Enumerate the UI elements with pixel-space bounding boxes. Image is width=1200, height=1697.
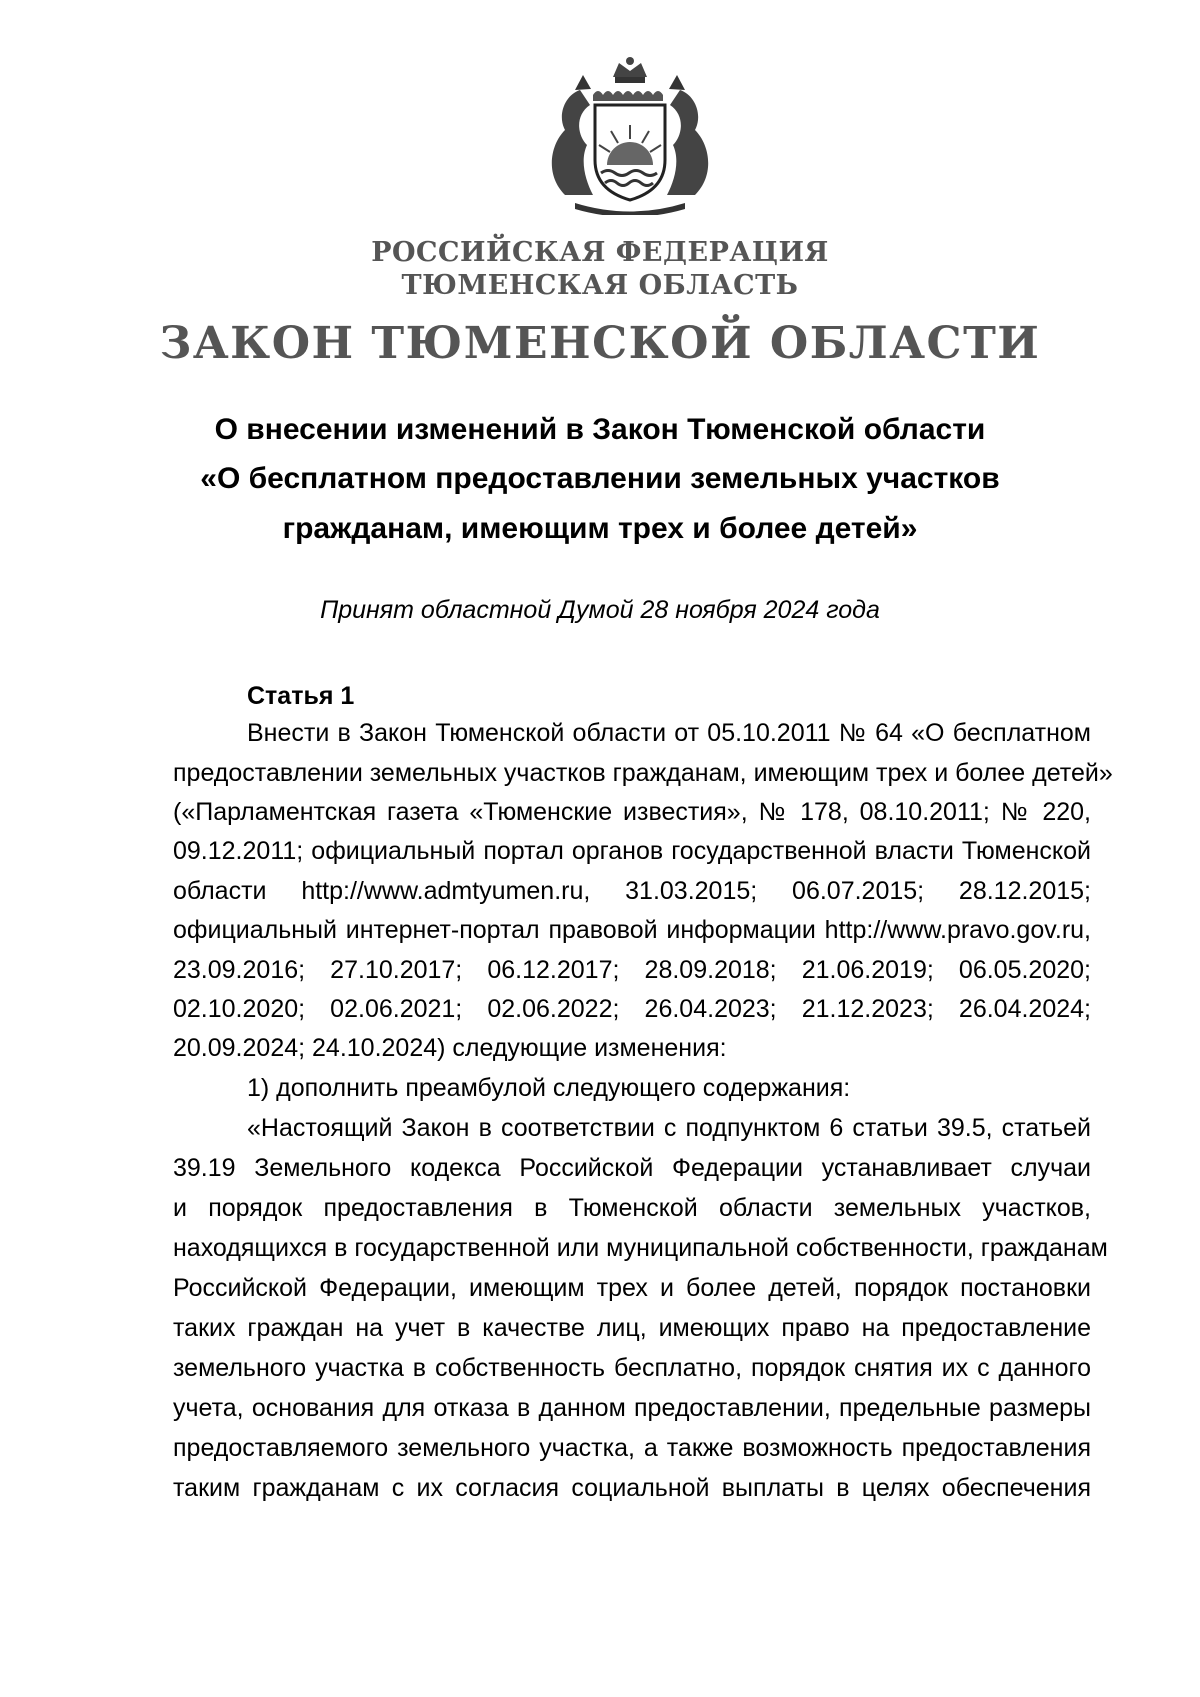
article-text-line: области http://www.admtyumen.ru, 31.03.2015; 06.07.2015; 28.12.2015; bbox=[173, 877, 1091, 905]
article-text-line: 02.10.2020; 02.06.2021; 02.06.2022; 26.04.2023; 21.12.2023; 26.04.2024; bbox=[173, 995, 1091, 1023]
header-country: РОССИЙСКАЯ ФЕДЕРАЦИЯ bbox=[371, 237, 829, 268]
article-text-line: 09.12.2011; официальный портал органов государственной власти Тюменской bbox=[173, 837, 1091, 865]
document-type-heading: ЗАКОН ТЮМЕНСКОЙ ОБЛАСТИ bbox=[159, 318, 1041, 369]
article-text-line: предоставляемого земельного участка, а также возможность предоставления bbox=[173, 1434, 1091, 1462]
article-text-line: таким гражданам с их согласия социальной выплаты в целях обеспечения bbox=[173, 1474, 1091, 1502]
article-text-line: «Настоящий Закон в соответствии с подпунктом 6 статьи 39.5, статьей bbox=[247, 1114, 1091, 1142]
law-title-line: гражданам, имеющим трех и более детей» bbox=[282, 512, 918, 545]
adoption-note: Принят областной Думой 28 ноября 2024 года bbox=[320, 596, 880, 624]
article-text-line: находящихся в государственной или муниципальной собственности, гражданам bbox=[173, 1234, 1108, 1262]
article-text-line: и порядок предоставления в Тюменской области земельных участков, bbox=[173, 1194, 1091, 1222]
article-text-line: («Парламентская газета «Тюменские известия», № 178, 08.10.2011; № 220, bbox=[173, 798, 1091, 826]
article-heading: Статья 1 bbox=[247, 682, 355, 710]
law-title-line: О внесении изменений в Закон Тюменской области bbox=[214, 413, 986, 446]
article-text-line: земельного участка в собственность бесплатно, порядок снятия их с данного bbox=[173, 1354, 1091, 1382]
coat-of-arms-icon bbox=[535, 55, 725, 215]
article-text-line: учета, основания для отказа в данном предоставлении, предельные размеры bbox=[173, 1394, 1091, 1422]
article-text-line: 20.09.2024; 24.10.2024) следующие изменения: bbox=[173, 1034, 727, 1062]
article-text-line: 39.19 Земельного кодекса Российской Федерации устанавливает случаи bbox=[173, 1154, 1091, 1182]
article-text-line: 23.09.2016; 27.10.2017; 06.12.2017; 28.09.2018; 21.06.2019; 06.05.2020; bbox=[173, 956, 1091, 984]
article-text-line: официальный интернет-портал правовой информации http://www.pravo.gov.ru, bbox=[173, 916, 1091, 944]
article-text-line: предоставлении земельных участков гражданам, имеющим трех и более детей» bbox=[173, 759, 1113, 787]
article-text-line: Российской Федерации, имеющим трех и более детей, порядок постановки bbox=[173, 1274, 1091, 1302]
law-title-line: «О бесплатном предоставлении земельных участков bbox=[200, 462, 1000, 495]
article-text-line: таких граждан на учет в качестве лиц, имеющих право на предоставление bbox=[173, 1314, 1091, 1342]
header-region: ТЮМЕНСКАЯ ОБЛАСТЬ bbox=[401, 270, 799, 301]
article-text-line: Внести в Закон Тюменской области от 05.10.2011 № 64 «О бесплатном bbox=[247, 719, 1091, 747]
article-text-line: 1) дополнить преамбулой следующего содержания: bbox=[247, 1074, 851, 1102]
